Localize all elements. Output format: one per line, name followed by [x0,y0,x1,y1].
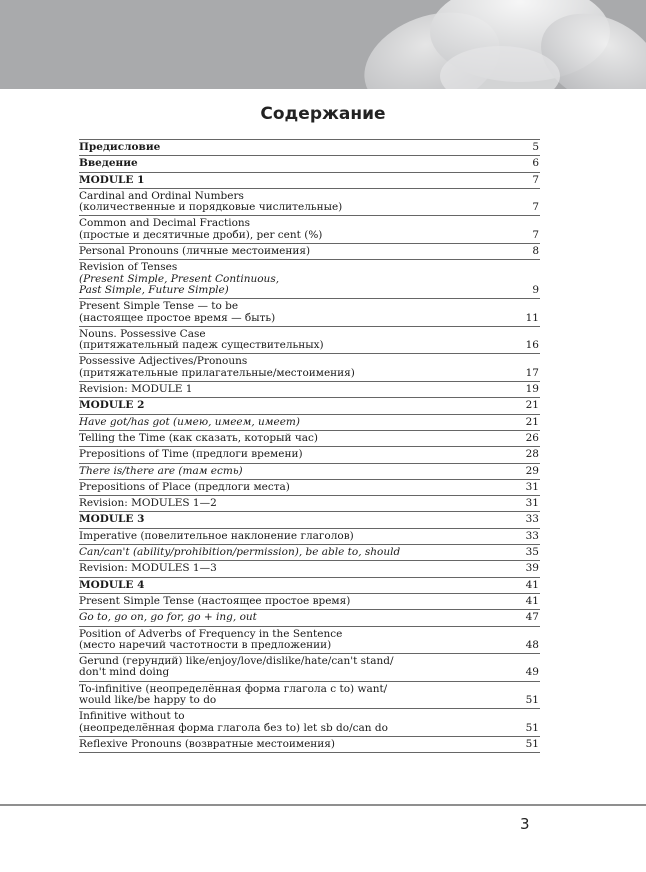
page-title: Содержание [260,104,386,124]
toc-entry[interactable] [79,464,540,480]
toc-entry-line: MODULE 4 [79,578,145,591]
toc-entry-title [79,329,520,352]
toc-entry[interactable] [79,512,540,528]
toc-entry-line: Present Simple Tense — to be [79,300,239,313]
toc-entry[interactable] [79,610,540,626]
toc-entry-title [79,433,520,444]
toc-entry-title [79,191,520,214]
toc-entry-page: 6 [532,157,539,170]
toc-entry-page: 11 [525,311,539,324]
page-number: 3 [520,815,530,833]
toc-entry-page: 7 [532,201,539,214]
toc-entry-title [79,449,520,460]
toc-entry-line: (неопределённая форма глагола без to) let sb do/can do [79,721,388,734]
toc-entry-line: Cardinal and Ordinal Numbers [79,189,244,202]
toc-entry-page: 5 [532,141,539,153]
toc-entry-line: To-infinitive (неопределённая форма глагола с to) want/ [79,682,388,695]
toc-entry-page: 29 [525,464,539,477]
toc-entry-line: Prepositions of Time (предлоги времени) [79,448,303,461]
toc-entry-line: Present Simple Tense (настоящее простое время) [79,594,351,607]
toc-entry[interactable] [79,737,540,753]
toc-entry[interactable] [79,447,540,463]
toc-entry-title [79,684,520,707]
toc-entry-page: 31 [525,480,539,493]
toc-entry-page: 31 [525,497,539,510]
toc-entry-page: 9 [532,283,539,296]
toc-entry-page: 33 [525,513,539,526]
toc-entry-page: 16 [525,339,539,352]
toc-entry-line: Revision: MODULES 1—2 [79,497,217,510]
toc-entry-line: Can/can't (ability/prohibition/permission), be able to, should [79,546,401,559]
toc-entry-line: (количественные и порядковые числительные) [79,201,343,214]
toc-entry-page: 28 [525,448,539,461]
decorative-petals-graphic [0,0,646,89]
toc-entry-page: 41 [525,578,539,591]
toc-entry-page: 41 [525,594,539,607]
toc-entry-title [79,612,520,623]
toc-entry[interactable] [79,156,540,172]
toc-entry-title [79,142,520,153]
toc-entry-line: MODULE 1 [79,173,145,186]
toc-entry-title [79,301,520,324]
toc-entry[interactable] [79,709,540,737]
toc-entry-line: Go to, go on, go for, go + ing, out [79,611,257,624]
toc-entry-page: 35 [525,546,539,559]
toc-entry-line: Infinitive without to [79,710,185,723]
toc-entry-title [79,175,520,186]
toc-entry-page: 19 [525,383,539,396]
toc-entry-title [79,384,520,395]
toc-entry-title [79,514,520,525]
toc-entry[interactable] [79,398,540,414]
toc-entry-line: Reflexive Pronouns (возвратные местоимения) [79,737,335,750]
toc-entry-line: Revision: MODULE 1 [79,383,193,396]
toc-entry-page: 51 [525,693,539,706]
toc-entry-line: (притяжательный падеж существительных) [79,339,324,352]
toc-entry-page: 39 [525,562,539,575]
toc-entry[interactable] [79,189,540,217]
toc-entry-line: Telling the Time (как сказать, который час) [79,431,319,444]
toc-entry[interactable] [79,415,540,431]
toc-entry-line: (настоящее простое время — быть) [79,311,276,324]
toc-entry-title [79,596,520,607]
toc-entry-line: Have got/has got (имею, имеем, имеет) [79,415,300,428]
toc-entry-page: 21 [525,415,539,428]
toc-entry[interactable] [79,327,540,355]
toc-entry-title [79,400,520,411]
toc-entry-line: Possessive Adjectives/Pronouns [79,355,248,368]
toc-entry-line: (Present Simple, Present Continuous, [79,272,280,285]
toc-entry-line: Revision of Tenses [79,261,178,274]
toc-entry-line: Past Simple, Future Simple) [79,283,229,296]
toc-entry-line: Imperative (повелительное наклонение глаголов) [79,529,354,542]
toc-entry-line: Предисловие [79,141,161,153]
toc-entry-line: There is/there are (там есть) [79,464,243,477]
toc-entry-page: 17 [525,366,539,379]
toc-entry-title [79,356,520,379]
toc-entry-line: would like/be happy to do [79,693,217,706]
toc-entry[interactable] [79,260,540,299]
toc-entry-line: Personal Pronouns (личные местоимения) [79,245,311,258]
toc-entry[interactable] [79,578,540,594]
toc-entry[interactable] [79,299,540,327]
toc-entry-page: 26 [525,431,539,444]
toc-entry-title [79,482,520,493]
toc-entry-page: 48 [525,638,539,651]
toc-entry[interactable] [79,480,540,496]
toc-entry-title [79,656,520,679]
toc-entry[interactable] [79,431,540,447]
toc-entry-title [79,629,520,652]
toc-entry-line: Введение [79,157,138,170]
toc-entry-page: 7 [532,228,539,241]
toc-entry-page: 8 [532,245,539,258]
toc-entry-title [79,218,520,241]
toc-entry-title [79,158,520,169]
toc-entry-page: 33 [525,529,539,542]
toc-entry-page: 7 [532,173,539,186]
toc-entry-page: 47 [525,611,539,624]
toc-entry-page: 21 [525,399,539,412]
toc-entry-title [79,246,520,257]
toc-entry[interactable] [79,173,540,189]
toc-entry[interactable] [79,654,540,682]
table-of-contents [79,139,540,753]
toc-entry[interactable] [79,244,540,260]
footer-divider [0,804,646,806]
toc-entry-line: Revision: MODULES 1—3 [79,562,217,575]
toc-entry[interactable] [79,545,540,561]
toc-entry-line: Prepositions of Place (предлоги места) [79,480,290,493]
toc-entry-title [79,498,520,509]
toc-entry[interactable] [79,627,540,655]
toc-entry-line: Gerund (герундий) like/enjoy/love/dislike/hate/can't stand/ [79,655,394,668]
toc-entry-title [79,739,520,750]
toc-entry-title [79,262,520,296]
toc-entry-title [79,466,520,477]
toc-entry-line: Position of Adverbs of Frequency in the Sentence [79,627,343,640]
header-banner [0,0,646,89]
toc-entry[interactable] [79,529,540,545]
toc-entry-line: (простые и десятичные дроби), per cent (%) [79,228,323,241]
toc-entry-title [79,547,520,558]
toc-entry[interactable] [79,594,540,610]
toc-entry[interactable] [79,496,540,512]
toc-entry-title [79,417,520,428]
toc-entry[interactable] [79,140,540,156]
toc-entry-line: MODULE 2 [79,399,145,412]
toc-entry-line: (место наречий частотности в предложении) [79,638,332,651]
toc-entry[interactable] [79,216,540,244]
toc-entry-page: 51 [525,721,539,734]
toc-entry-line: don't mind doing [79,666,170,679]
toc-entry[interactable] [79,382,540,398]
toc-entry-title [79,563,520,574]
toc-entry[interactable] [79,561,540,577]
toc-entry-line: MODULE 3 [79,513,145,526]
toc-entry[interactable] [79,682,540,710]
toc-entry-page: 49 [525,666,539,679]
toc-entry-line: Common and Decimal Fractions [79,217,251,230]
toc-entry-page: 51 [525,737,539,750]
toc-entry-line: (притяжательные прилагательные/местоимения) [79,366,355,379]
toc-entry-line: Nouns. Possessive Case [79,327,206,340]
toc-entry-title [79,531,520,542]
toc-entry-title [79,580,520,591]
toc-entry[interactable] [79,354,540,382]
toc-entry-title [79,711,520,734]
